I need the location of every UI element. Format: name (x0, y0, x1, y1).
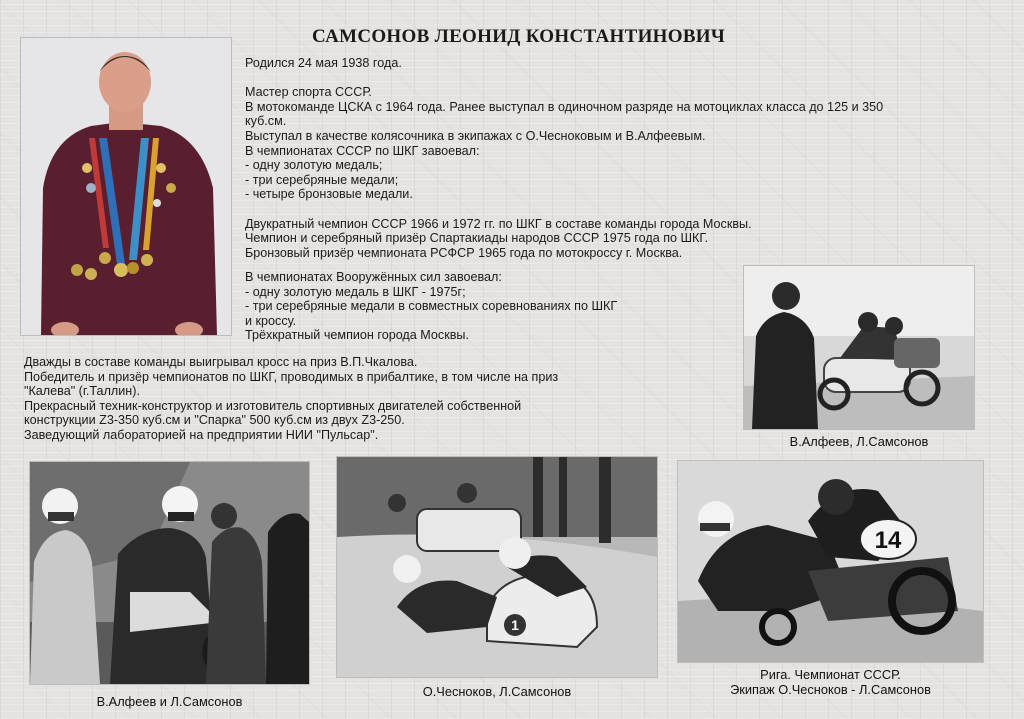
photo-alfeev-and-samsonov (30, 462, 309, 684)
page-title: САМСОНОВ ЛЕОНИД КОНСТАНТИНОВИЧ (312, 26, 726, 47)
text-line: Трёхкратный чемпион города Москвы. (245, 328, 469, 343)
photo-bottom-left-caption: В.Алфеев и Л.Самсонов (96, 694, 243, 709)
text-line: Заведующий лабораторией на предприятии НИИ "Пульсар". (24, 427, 379, 442)
photo-bottom-right-caption-line-2: Экипаж О.Чесноков - Л.Самсонов (730, 682, 931, 697)
biography-block-1 (245, 56, 883, 260)
text-line: В чемпионатах СССР по ШКГ завоевал: (245, 143, 480, 158)
text-line: Прекрасный техник-конструктор и изготовитель спортивных двигателей собственной (24, 398, 522, 413)
text-line: Дважды в составе команды выигрывал кросс на приз В.П.Чкалова. (24, 355, 418, 369)
text-line: Двукратный чемпион СССР 1966 и 1972 гг. по ШКГ в составе команды города Москвы. (245, 216, 752, 231)
text-line: - одну золотую медаль; (245, 158, 383, 173)
biography-block-2 (245, 270, 617, 343)
text-line: В мотокоманде ЦСКА с 1964 года. Ранее выступал в одиночном разряде на мотоциклах класса до 125 и 350 (245, 99, 884, 114)
photo-riga-championship (678, 461, 983, 662)
text-line: Чемпион и серебряный призёр Спартакиады народов СССР 1975 года по ШКГ. (245, 231, 709, 246)
text-line (245, 202, 883, 217)
text-line: - четыре бронзовые медали. (245, 187, 413, 202)
biography-block-3 (24, 355, 558, 443)
text-line (245, 71, 883, 86)
text-line: Бронзовый призёр чемпионата РСФСР 1965 года по мотокроссу г. Москва. (245, 245, 683, 260)
photo-bottom-middle-caption: О.Чесноков, Л.Самсонов (422, 684, 572, 699)
photo-chesnokov-samsonov (337, 457, 657, 677)
text-line: Мастер спорта СССР. (245, 85, 372, 100)
photo-alfeev-samsonov-sidecar (744, 266, 974, 429)
race-number-right: 14 (874, 527, 902, 554)
race-number-middle: 1 (511, 617, 519, 633)
text-line: конструкции Z3-350 куб.см и "Спарка" 500 куб.см из двух Z3-250. (24, 413, 405, 428)
text-line: - три серебряные медали; (245, 172, 399, 187)
photo-bottom-right-caption-line-1: Рига. Чемпионат СССР. (760, 667, 901, 682)
text-line: и кроссу. (245, 313, 297, 328)
text-line: Родился 24 мая 1938 года. (245, 56, 402, 70)
photo-right-caption: В.Алфеев, Л.Самсонов (789, 434, 929, 449)
portrait-photo (21, 38, 231, 335)
text-line: Победитель и призёр чемпионатов по ШКГ, проводимых в прибалтике, в том числе на приз (24, 369, 559, 384)
text-line: "Калева" (г.Таллин). (24, 384, 140, 399)
text-line: куб.см. (245, 114, 287, 129)
text-line: - одну золотую медаль в ШКГ - 1975г; (245, 284, 466, 299)
text-line: В чемпионатах Вооружённых сил завоевал: (245, 270, 502, 284)
text-line: - три серебряные медали в совместных соревнованиях по ШКГ (245, 299, 618, 314)
text-line: Выступал в качестве колясочника в экипажах с О.Чесноковым и В.Алфеевым. (245, 128, 706, 143)
